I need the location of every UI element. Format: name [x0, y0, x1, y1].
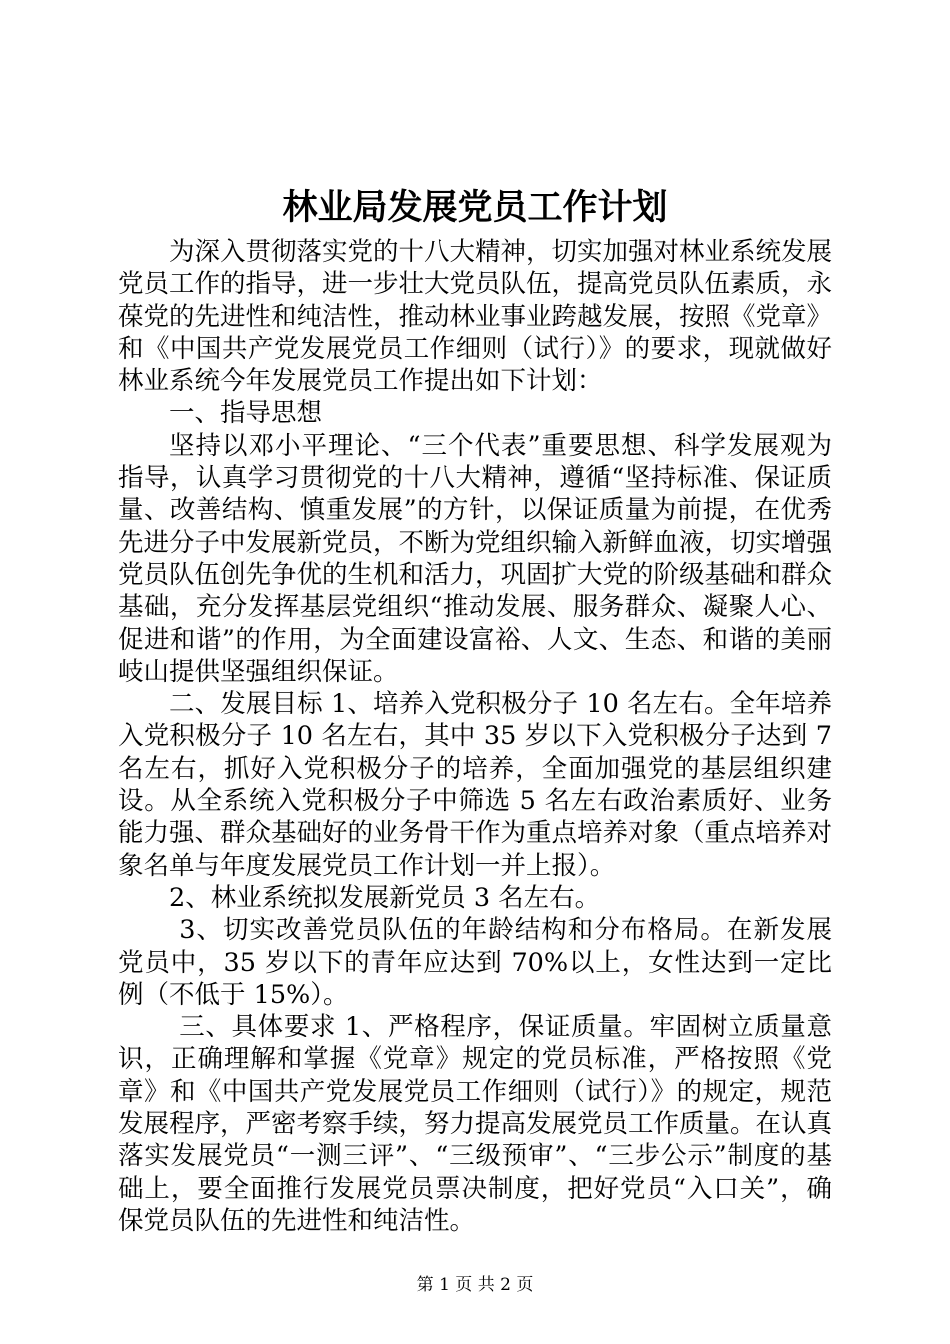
document-body — [118, 236, 832, 1237]
paragraph-goal-2: 2、林业系统拟发展新党员 3 名左右。 — [169, 882, 601, 913]
page-footer: 第 1 页 共 2 页 — [416, 1275, 534, 1295]
paragraph-development-goals: 二、发展目标 1、培养入党积极分子 10 名左右。全年培养入党积极分子 10 名左右，其中 35 岁以下入党积极分子达到 7 名左右，抓好入党积极分子的培养，全面加强党的基层组织建设。从全系统入党积极分子中筛选 5 名左右政治素质好、业务能力强、群众基础好的业务骨干作为重点培养对象（重点培养对象名单与年度发展党员工作计划一并上报）。 — [118, 689, 833, 881]
paragraph-goal-3: 3、切实改善党员队伍的年龄结构和分布格局。在新发展党员中，35 岁以下的青年应达到 70%以上，女性达到一定比例（不低于 15%）。 — [118, 915, 832, 1010]
heading-guiding-ideology: 一、指导思想 — [169, 398, 323, 429]
paragraph-specific-requirements: 三、具体要求 1、严格程序，保证质量。牢固树立质量意识，正确理解和掌握《党章》规定的党员标准，严格按照《党章》和《中国共产党发展党员工作细则（试行）》的规定，规范发展程序，严密考察手续，努力提高发展党员工作质量。在认真落实发展党员“一测三评”、“三级预审”、“三步公示”制度的基础上，要全面推行发展党员票决制度，把好党员“入口关”，确保党员队伍的先进性和纯洁性。 — [118, 1012, 833, 1236]
document-title: 林业局发展党员工作计划 — [282, 187, 668, 228]
paragraph-guiding-ideology: 坚持以邓小平理论、“三个代表”重要思想、科学发展观为指导，认真学习贯彻党的十八大精神，遵循“坚持标准、保证质量、改善结构、慎重发展”的方针，以保证质量为前提，在优秀先进分子中发展新党员，不断为党组织输入新鲜血液，切实增强党员队伍创先争优的生机和活力，巩固扩大党的阶级基础和群众基础，充分发挥基层党组织“推动发展、服务群众、凝聚人心、促进和谐”的作用，为全面建设富裕、人文、生态、和谐的美丽岐山提供坚强组织保证。 — [118, 430, 833, 687]
paragraph-intro: 为深入贯彻落实党的十八大精神，切实加强对林业系统发展党员工作的指导，进一步壮大党员队伍，提高党员队伍素质，永葆党的先进性和纯洁性，推动林业事业跨越发展，按照《党章》和《中国共产党发展党员工作细则（试行）》的要求，现就做好林业系统今年发展党员工作提出如下计划： — [118, 237, 833, 397]
